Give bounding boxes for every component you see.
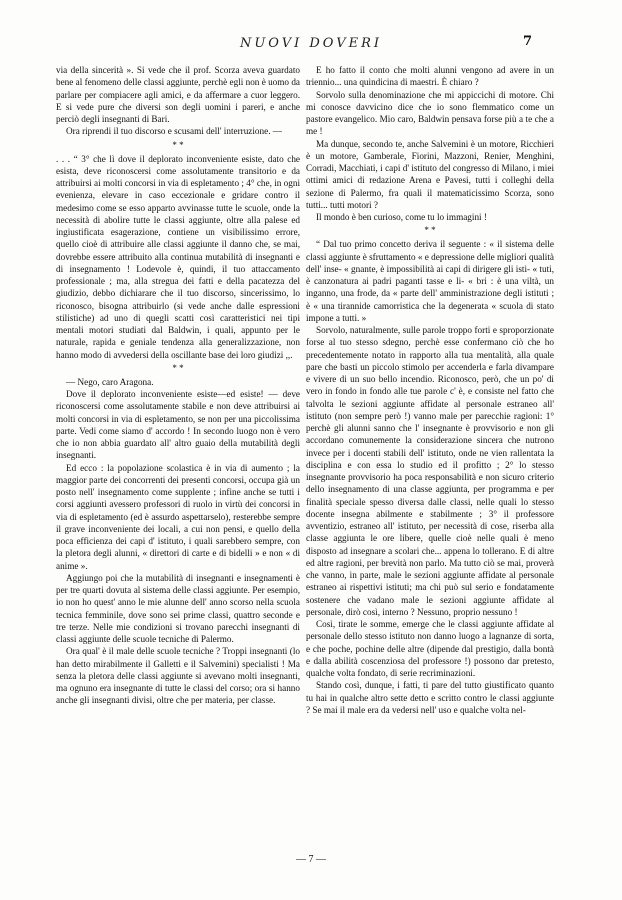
section-separator: * * bbox=[172, 362, 184, 373]
paragraph: Ora riprendi il tuo discorso e scusami dell' interruzione. — bbox=[66, 126, 282, 137]
right-column bbox=[306, 64, 554, 716]
paragraph: Sorvolo, naturalmente, sulle parole troppo forti e sproporzionate forse al tuo stesso sdegno, perchè esse confermano ciò che ho precedentemente notato in rapporto alla tua mentalità, alla quale pare che basti un piccolo stimolo per accenderla e farla divampare e vivere di un suo bello incendio. Riconosco, però, che un po' di vero in fondo in fondo alle tue parole c' è, e consiste nel fatto che talvolta le sezioni aggiunte affidate al personale estraneo all' istituto (non sempre però !) vanno male per parecchie ragioni: 1° perchè gli alunni sanno che l' insegnante è provvisorio e non gli accordano comunemente la considerazione sincera che nutrono invece per i docenti stabili dell' istituto, onde ne vien rallentata la disciplina e con essa lo studio ed il profitto ; 2° lo stesso insegnante provvisorio ha poca responsabilità e non sicuro criterio dello insegnamento di una classe aggiunta, per programma e per finalità speciale spesso diversa dalle classi, nelle quali lo stesso docente insegna abilmente e stabilmente ; 3° il professore avventizio, estraneo all' istituto, per necessità di cose, riserba alla classe aggiunta le ore libere, quelle cioè nelle quali è meno disposto ad insegnare a scolari che... appena lo tollerano. E di altre ed altre ragioni, per brevità non parlo. Ma tutto ciò se mai, proverà che vanno, in parte, male le sezioni aggiunte affidate al personale estraneo ai rispettivi istituti; ma chi può sul serio e fondatamente sostenere che vadano male le sezioni aggiunte affidate al personale, dirò così, interno ? Nessuno, proprio nessuno ! bbox=[306, 325, 554, 617]
paragraph: E ho fatto il conto che molti alunni vengono ad avere in un triennio... una quindicina di maestri. È chiaro ? bbox=[306, 65, 554, 88]
section-separator: * * bbox=[424, 225, 436, 236]
paragraph: Ma dunque, secondo te, anche Salvemini è un motore, Ricchieri è un motore, Gamberale, Fiorini, Mazzoni, Renier, Menghini, Corradi, Macchiati, i capi d' istituto del congresso di Milano, i miei ottimi amici di redazione Arena e Pavesi, tutti i colleghi della sezione di Palermo, fra quali il matematicissimo Scorza, sono tutti... tutti motori ? bbox=[306, 138, 554, 210]
left-column bbox=[56, 64, 300, 707]
paragraph: Ora qual' è il male delle scuole tecniche ? Troppi insegnanti (lo han detto mirabilmente il Galletti e il Salvemini) specialisti ! Ma senza la pletora delle classi aggiunte si avevano molti insegnanti, ma ognuno era insegnante di tutte le classi del corso; ora si hanno anche gli insegnanti divisi, oltre che per materia, per classe. bbox=[56, 646, 300, 706]
paragraph: — Nego, caro Aragona. bbox=[66, 376, 154, 387]
paragraph: Il mondo è ben curioso, come tu lo immagini ! bbox=[316, 212, 487, 222]
paragraph: Stando così, dunque, i fatti, ti pare del tutto giustificato quanto tu hai in qualche altro sette detto e scritto contro le classi aggiunte ? Se mai il male era da vedersi nell' uso e qualche volta nel- bbox=[306, 680, 554, 715]
paragraph: “ Dal tuo primo concetto deriva il seguente : « il sistema delle classi aggiunte è sfruttamento « e depressione delle migliori qualità dell' inse- « gnante, è impossibilità ai capi di dirigere gli isti- « tuti, è canzonatura ai padri paganti tasse e li- « bri : è una viltà, un inganno, una frode, da « parte dell' amministrazione degli istituti ; è « una tirannide camorristica che la degenerata « scuola di stato impone a tutti. » bbox=[306, 239, 554, 323]
page-number-footer: — 7 — bbox=[296, 854, 326, 865]
paragraph: Aggiungo poi che la mutabilità di insegnanti e insegnamenti è per tre quarti dovuta al sistema delle classi aggiunte. Per esempio, io non ho quest' anno le mie alunne dell' anno scorso nella scuola tecnica femminile, dove sono sei prime classi, quattro seconde e tre terze. Nelle mie condizioni si trovano parecchi insegnanti di classi aggiunte delle scuole tecniche di Palermo. bbox=[56, 572, 300, 644]
paragraph: Ed ecco : la popolazione scolastica è in via di aumento ; la maggior parte dei concorrenti dei presenti concorsi, occupa già un posto nell' insegnamento come supplente ; infine anche se tutti i corsi aggiunti avessero professori di ruolo in virtù dei concorsi in via di espletamento (ed è assurdo aspettarselo), resterebbe sempre il grave inconveniente dei locali, a cui non pensi, e quello della poca efficienza dei capi d' istituto, i quali sarebbero sempre, con la pletora degli alunni, « direttori di carte e di bidelli » e non « di anime ». bbox=[56, 462, 300, 571]
paragraph: Sorvolo sulla denominazione che mi appiccichi di motore. Chi mi conosce davvicino dice che io sono flemmatico come un pastore evangelico. Mio caro, Baldwin pensava forse più a te che a me ! bbox=[306, 89, 554, 137]
paragraph: . . . “ 3° che lì dove il deplorato inconveniente esiste, dato che esista, deve riconoscersi come assolutamente transitorio e da attribuirsi ai molti concorsi in via di espletamento ; 4° che, in ogni evenienza, elevare in caso eccezionale e gridare contro il medesimo come se esso apparto avvinasse tutte le scuole, onde la necessità di abolire tutte le classi aggiunte, oltre alla palese ed ingiustificata esagerazione, contiene un visibilissimo errore, quello cioè di attribuire alle classi aggiunte il danno che, se mai, dovrebbe essere attribuito alla continua mutabilità di insegnanti e di insegnamento ! Lodevole è, quindi, il tuo attaccamento professionale ; ma, alla stregua dei fatti e della pacatezza del giudizio, debbo dichiarare che il tuo discorso, sincerissimo, lo riconosco, bisogna attribuirlo (si vede anche dalle espressioni stilistiche) ad uno di quegli scatti così caratteristici nei tipi mentali motori studiati dal Baldwin, i quali, appunto per le naturale, rapida e geniale tendenza alla generalizzazione, non hanno modo di avvedersi della oscillante base dei loro giudizi ,,. bbox=[56, 153, 300, 360]
paragraph: Dove il deplorato inconveniente esiste—ed esiste! — deve riconoscersi come assolutamente stabile e non deve attribuirsi ai molti concorsi in via di espletamento, se non per una piccolissima parte. Vedi come siamo d' accordo ! In secondo luogo non è vero che io non abbia guardato all' altro guaio della mutabilità degli insegnanti. bbox=[56, 389, 300, 461]
paragraph: Così, tirate le somme, emerge che le classi aggiunte affidate al personale dello stesso istituto non danno luogo a lagnanze di sorta, e che poche, pochine delle altre (dipende dal prestigio, dalla bontà e dalla abilità coscenziosa del professore !) possono dar pretesto, qualche volta fondato, di serie recriminazioni. bbox=[306, 619, 554, 678]
paragraph: via della sincerità ». Si vede che il prof. Scorza aveva guardato bene al fenomeno delle classi aggiunte, perchè egli non è uomo da parlare per compiacere agli amici, e da affermare a cuor leggero. E si vede pure che diversi son degli uomini i pareri, e anche perciò degli insegnanti di Bari. bbox=[56, 65, 300, 124]
page-number-top: 7 bbox=[522, 34, 532, 49]
running-header-title: NUOVI DOVERI bbox=[239, 36, 383, 51]
section-separator: * * bbox=[172, 139, 184, 150]
